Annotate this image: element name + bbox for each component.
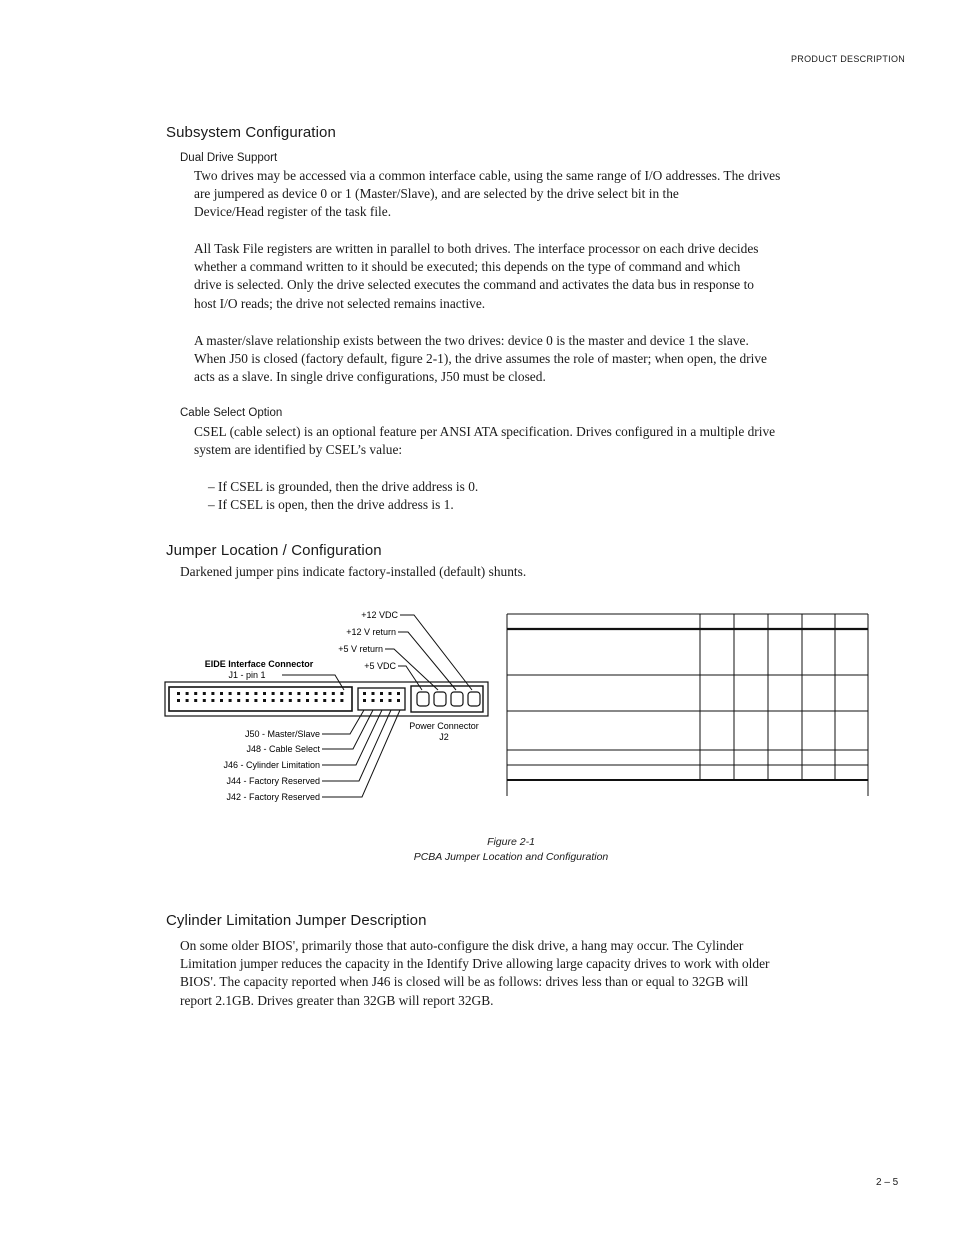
text-line: whether a command written to it should be executed; this depends on the type of command and which (194, 259, 741, 275)
paragraph-dual-drive-3 (194, 332, 767, 387)
jumper-pin (389, 692, 392, 695)
text-line: report 2.1GB. Drives greater than 32GB will report 32GB. (180, 992, 494, 1008)
jumper-pin (380, 692, 383, 695)
label-power-connector: Power Connector (409, 721, 479, 731)
jumper-pin (397, 692, 400, 695)
text-line: When J50 is closed (factory default, figure 2-1), the drive assumes the role of master; when open, the drive (194, 351, 768, 367)
eide-pin (194, 692, 197, 695)
label-plus12-return: +12 V return (346, 627, 396, 637)
power-pin (434, 692, 446, 706)
eide-pin (220, 692, 223, 695)
eide-pin (211, 692, 214, 695)
pcba-jumper-diagram (160, 600, 500, 810)
eide-pin (272, 699, 275, 702)
eide-pin (237, 692, 240, 695)
label-j50: J50 - Master/Slave (244, 729, 320, 739)
figure-number: Figure 2-1 (487, 836, 535, 848)
eide-pin (237, 699, 240, 702)
paragraph-cable-select (194, 423, 775, 459)
text-line: BIOS'. The capacity reported when J46 is closed will be as follows: drives less than or equal to 32GB will (180, 974, 749, 990)
eide-pin (289, 699, 292, 702)
eide-pin (246, 692, 249, 695)
paragraph-dual-drive-1 (194, 167, 780, 222)
eide-pin (177, 699, 180, 702)
eide-pin (263, 699, 266, 702)
eide-pin (194, 699, 197, 702)
label-j48: J48 - Cable Select (246, 744, 320, 754)
label-j44: J44 - Factory Reserved (226, 776, 320, 786)
jumper-settings-grid (505, 610, 873, 800)
eide-pin (323, 699, 326, 702)
leader-line (400, 615, 472, 690)
eide-pin (332, 692, 335, 695)
eide-pin (203, 699, 206, 702)
eide-pin (246, 699, 249, 702)
text-line: are jumpered as device 0 or 1 (Master/Slave), and are selected by the drive select bit in the (194, 186, 679, 202)
label-plus5-return: +5 V return (338, 644, 383, 654)
text-line: drive is selected. Only the drive selected executes the command and activates the data bus in response to (194, 277, 754, 293)
text-line: host I/O reads; the drive not selected remains inactive. (194, 295, 486, 311)
text-line: Two drives may be accessed via a common interface cable, using the same range of I/O addresses. The drives (194, 168, 781, 183)
eide-pin (315, 699, 318, 702)
label-j46: J46 - Cylinder Limitation (223, 760, 320, 770)
leader-line (322, 710, 391, 781)
paragraph-dual-drive-2 (194, 240, 759, 313)
list-item: – If CSEL is grounded, then the drive address is 0. (208, 479, 479, 494)
eide-pin (220, 699, 223, 702)
eide-pin (297, 699, 300, 702)
power-pin (468, 692, 480, 706)
eide-pin (186, 699, 189, 702)
eide-pin (272, 692, 275, 695)
section-title-jumper: Jumper Location / Configuration (166, 542, 382, 559)
label-plus12-vdc: +12 VDC (361, 610, 398, 620)
jumper-pins (363, 692, 400, 702)
page-number: 2 – 5 (876, 1177, 899, 1188)
subsection-title-cable-select: Cable Select Option (180, 407, 283, 419)
power-pin (417, 692, 429, 706)
eide-pin (340, 692, 343, 695)
eide-pin (229, 692, 232, 695)
text-line: Device/Head register of the task file. (194, 204, 392, 220)
eide-pins (177, 692, 343, 702)
paragraph-cylinder (180, 937, 770, 1010)
label-j2: J2 (439, 732, 449, 742)
eide-pin (306, 699, 309, 702)
eide-pin (289, 692, 292, 695)
jumper-intro: Darkened jumper pins indicate factory-installed (default) shunts. (180, 564, 527, 579)
text-line: Limitation jumper reduces the capacity in the Identify Drive allowing large capacity drives to work with older (180, 956, 770, 972)
label-j1-pin1: J1 - pin 1 (228, 670, 266, 680)
eide-pin (323, 692, 326, 695)
text-line: acts as a slave. In single drive configurations, J50 must be closed. (194, 369, 546, 385)
eide-pin (263, 692, 266, 695)
eide-pin (297, 692, 300, 695)
power-pin (451, 692, 463, 706)
jumper-pin (372, 692, 375, 695)
jumper-pin (389, 699, 392, 702)
text-line: system are identified by CSEL’s value: (194, 442, 403, 458)
running-head: PRODUCT DESCRIPTION (791, 54, 906, 64)
jumper-pin (363, 699, 366, 702)
leader-line (322, 710, 364, 734)
text-line: CSEL (cable select) is an optional feature per ANSI ATA specification. Drives configured in a multiple drive (194, 424, 776, 439)
leader-line (322, 710, 382, 765)
text-line: A master/slave relationship exists between the two drives: device 0 is the master and device 1 the slave. (194, 333, 749, 348)
eide-pin (229, 699, 232, 702)
figure-title: PCBA Jumper Location and Configuration (413, 851, 609, 863)
eide-pin (254, 699, 257, 702)
label-j42: J42 - Factory Reserved (226, 792, 320, 802)
eide-pin (306, 692, 309, 695)
subsection-title-dual-drive: Dual Drive Support (180, 152, 278, 164)
eide-pin (280, 692, 283, 695)
eide-pin (186, 692, 189, 695)
section-title-cylinder: Cylinder Limitation Jumper Description (166, 912, 427, 929)
eide-pin (280, 699, 283, 702)
text-line: On some older BIOS', primarily those that auto-configure the disk drive, a hang may occur. The Cylinder (180, 938, 744, 953)
eide-pin (203, 692, 206, 695)
csel-list (208, 478, 478, 514)
section-title-subsystem: Subsystem Configuration (166, 124, 336, 141)
eide-pin (340, 699, 343, 702)
label-plus5-vdc: +5 VDC (364, 661, 396, 671)
eide-pin (254, 692, 257, 695)
jumper-pin (380, 699, 383, 702)
jumper-pin (397, 699, 400, 702)
list-item: – If CSEL is open, then the drive address is 1. (208, 497, 454, 513)
jumper-pin (372, 699, 375, 702)
text-line: All Task File registers are written in parallel to both drives. The interface processor on each drive decides (194, 241, 759, 256)
figure-caption (361, 835, 661, 865)
eide-pin (177, 692, 180, 695)
eide-pin (315, 692, 318, 695)
label-eide-connector: EIDE Interface Connector (204, 659, 314, 669)
jumper-pin (363, 692, 366, 695)
eide-pin (332, 699, 335, 702)
eide-pin (211, 699, 214, 702)
power-connector-pins (417, 692, 480, 706)
